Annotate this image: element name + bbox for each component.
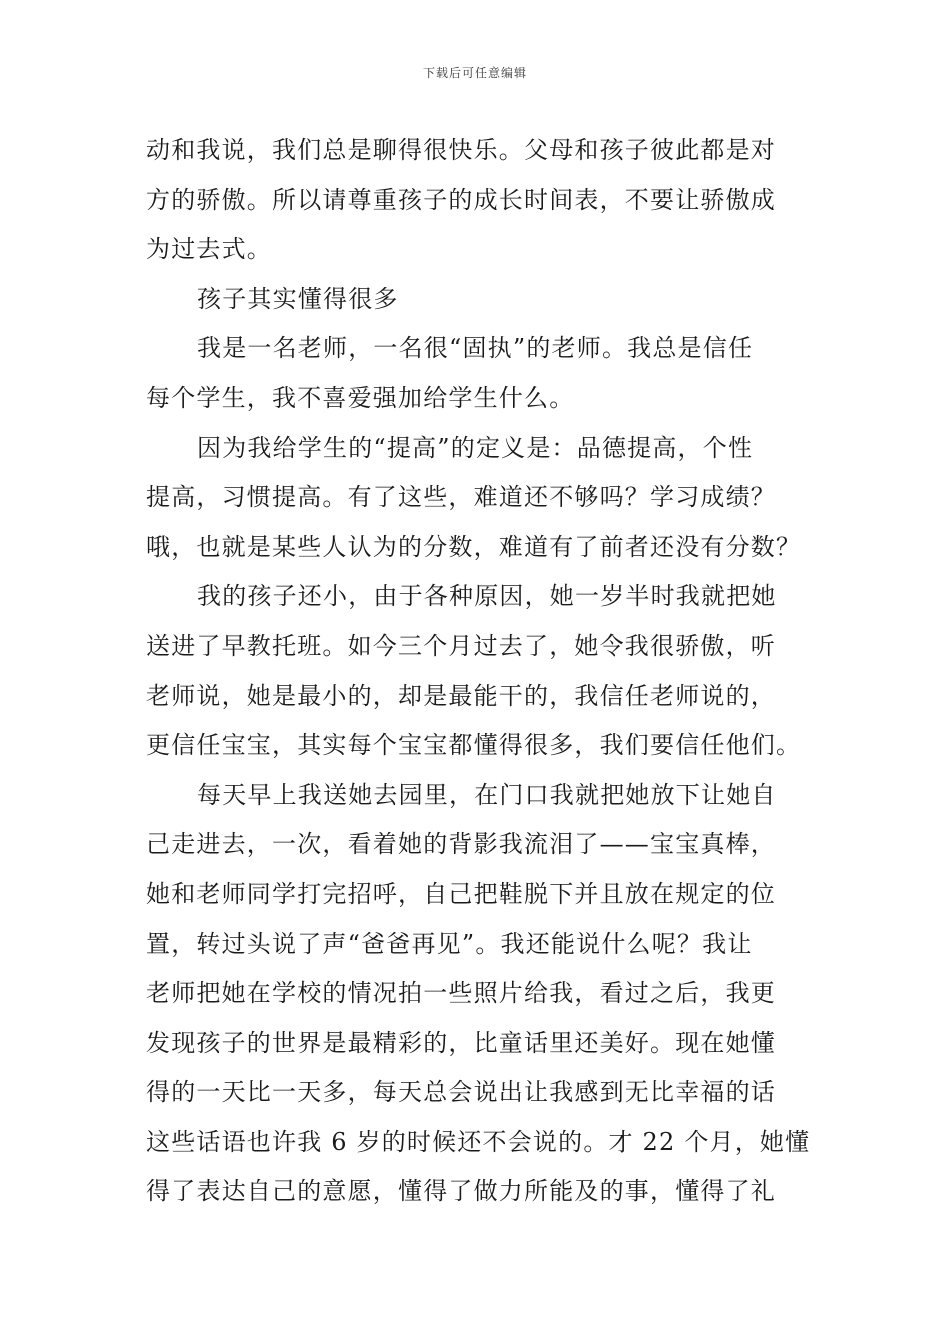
text-line: 每个学生，我不喜爱强加给学生什么。 bbox=[146, 383, 575, 412]
section-heading: 孩子其实懂得很多 bbox=[197, 284, 399, 313]
text-line: 得的一天比一天多，每天总会说出让我感到无比幸福的话 bbox=[146, 1078, 776, 1107]
document-body bbox=[146, 126, 811, 1217]
text-line: 得了表达自己的意愿，懂得了做力所能及的事，懂得了礼 bbox=[146, 1177, 776, 1206]
text-line: 她和老师同学打完招呼，自己把鞋脱下并且放在规定的位 bbox=[146, 879, 776, 908]
text-line: 老师说，她是最小的，却是最能干的，我信任老师说的， bbox=[146, 681, 776, 710]
text-line: 动和我说，我们总是聊得很快乐。父母和孩子彼此都是对 bbox=[146, 136, 776, 164]
text-line: 我的孩子还小，由于各种原因，她一岁半时我就把她 bbox=[197, 582, 777, 611]
text-line: 这些话语也许我 6 岁的时候还不会说的。才 22 个月，她懂 bbox=[146, 1127, 811, 1156]
text-line: 哦，也就是某些人认为的分数，难道有了前者还没有分数？ bbox=[146, 532, 802, 561]
text-line: 置，转过头说了声“爸爸再见”。我还能说什么呢？我让 bbox=[146, 929, 753, 958]
text-line: 方的骄傲。所以请尊重孩子的成长时间表，不要让骄傲成 bbox=[146, 185, 776, 214]
text-line: 老师把她在学校的情况拍一些照片给我，看过之后，我更 bbox=[146, 979, 776, 1008]
text-line: 己走进去，一次，看着她的背影我流泪了——宝宝真棒， bbox=[146, 830, 776, 859]
text-line: 为过去式。 bbox=[146, 235, 272, 264]
text-line: 更信任宝宝，其实每个宝宝都懂得很多，我们要信任他们。 bbox=[146, 731, 802, 760]
text-line: 每天早上我送她去园里，在门口我就把她放下让她自 bbox=[197, 780, 777, 809]
text-line: 因为我给学生的“提高”的定义是：品德提高，个性 bbox=[197, 433, 754, 462]
page-header: 下载后可任意编辑 bbox=[422, 66, 527, 80]
text-line: 送进了早教托班。如今三个月过去了，她令我很骄傲，听 bbox=[146, 631, 776, 660]
text-line: 发现孩子的世界是最精彩的，比童话里还美好。现在她懂 bbox=[146, 1028, 776, 1057]
text-line: 提高，习惯提高。有了这些，难道还不够吗？学习成绩？ bbox=[146, 483, 776, 512]
text-line: 我是一名老师，一名很“固执”的老师。我总是信任 bbox=[197, 334, 754, 363]
